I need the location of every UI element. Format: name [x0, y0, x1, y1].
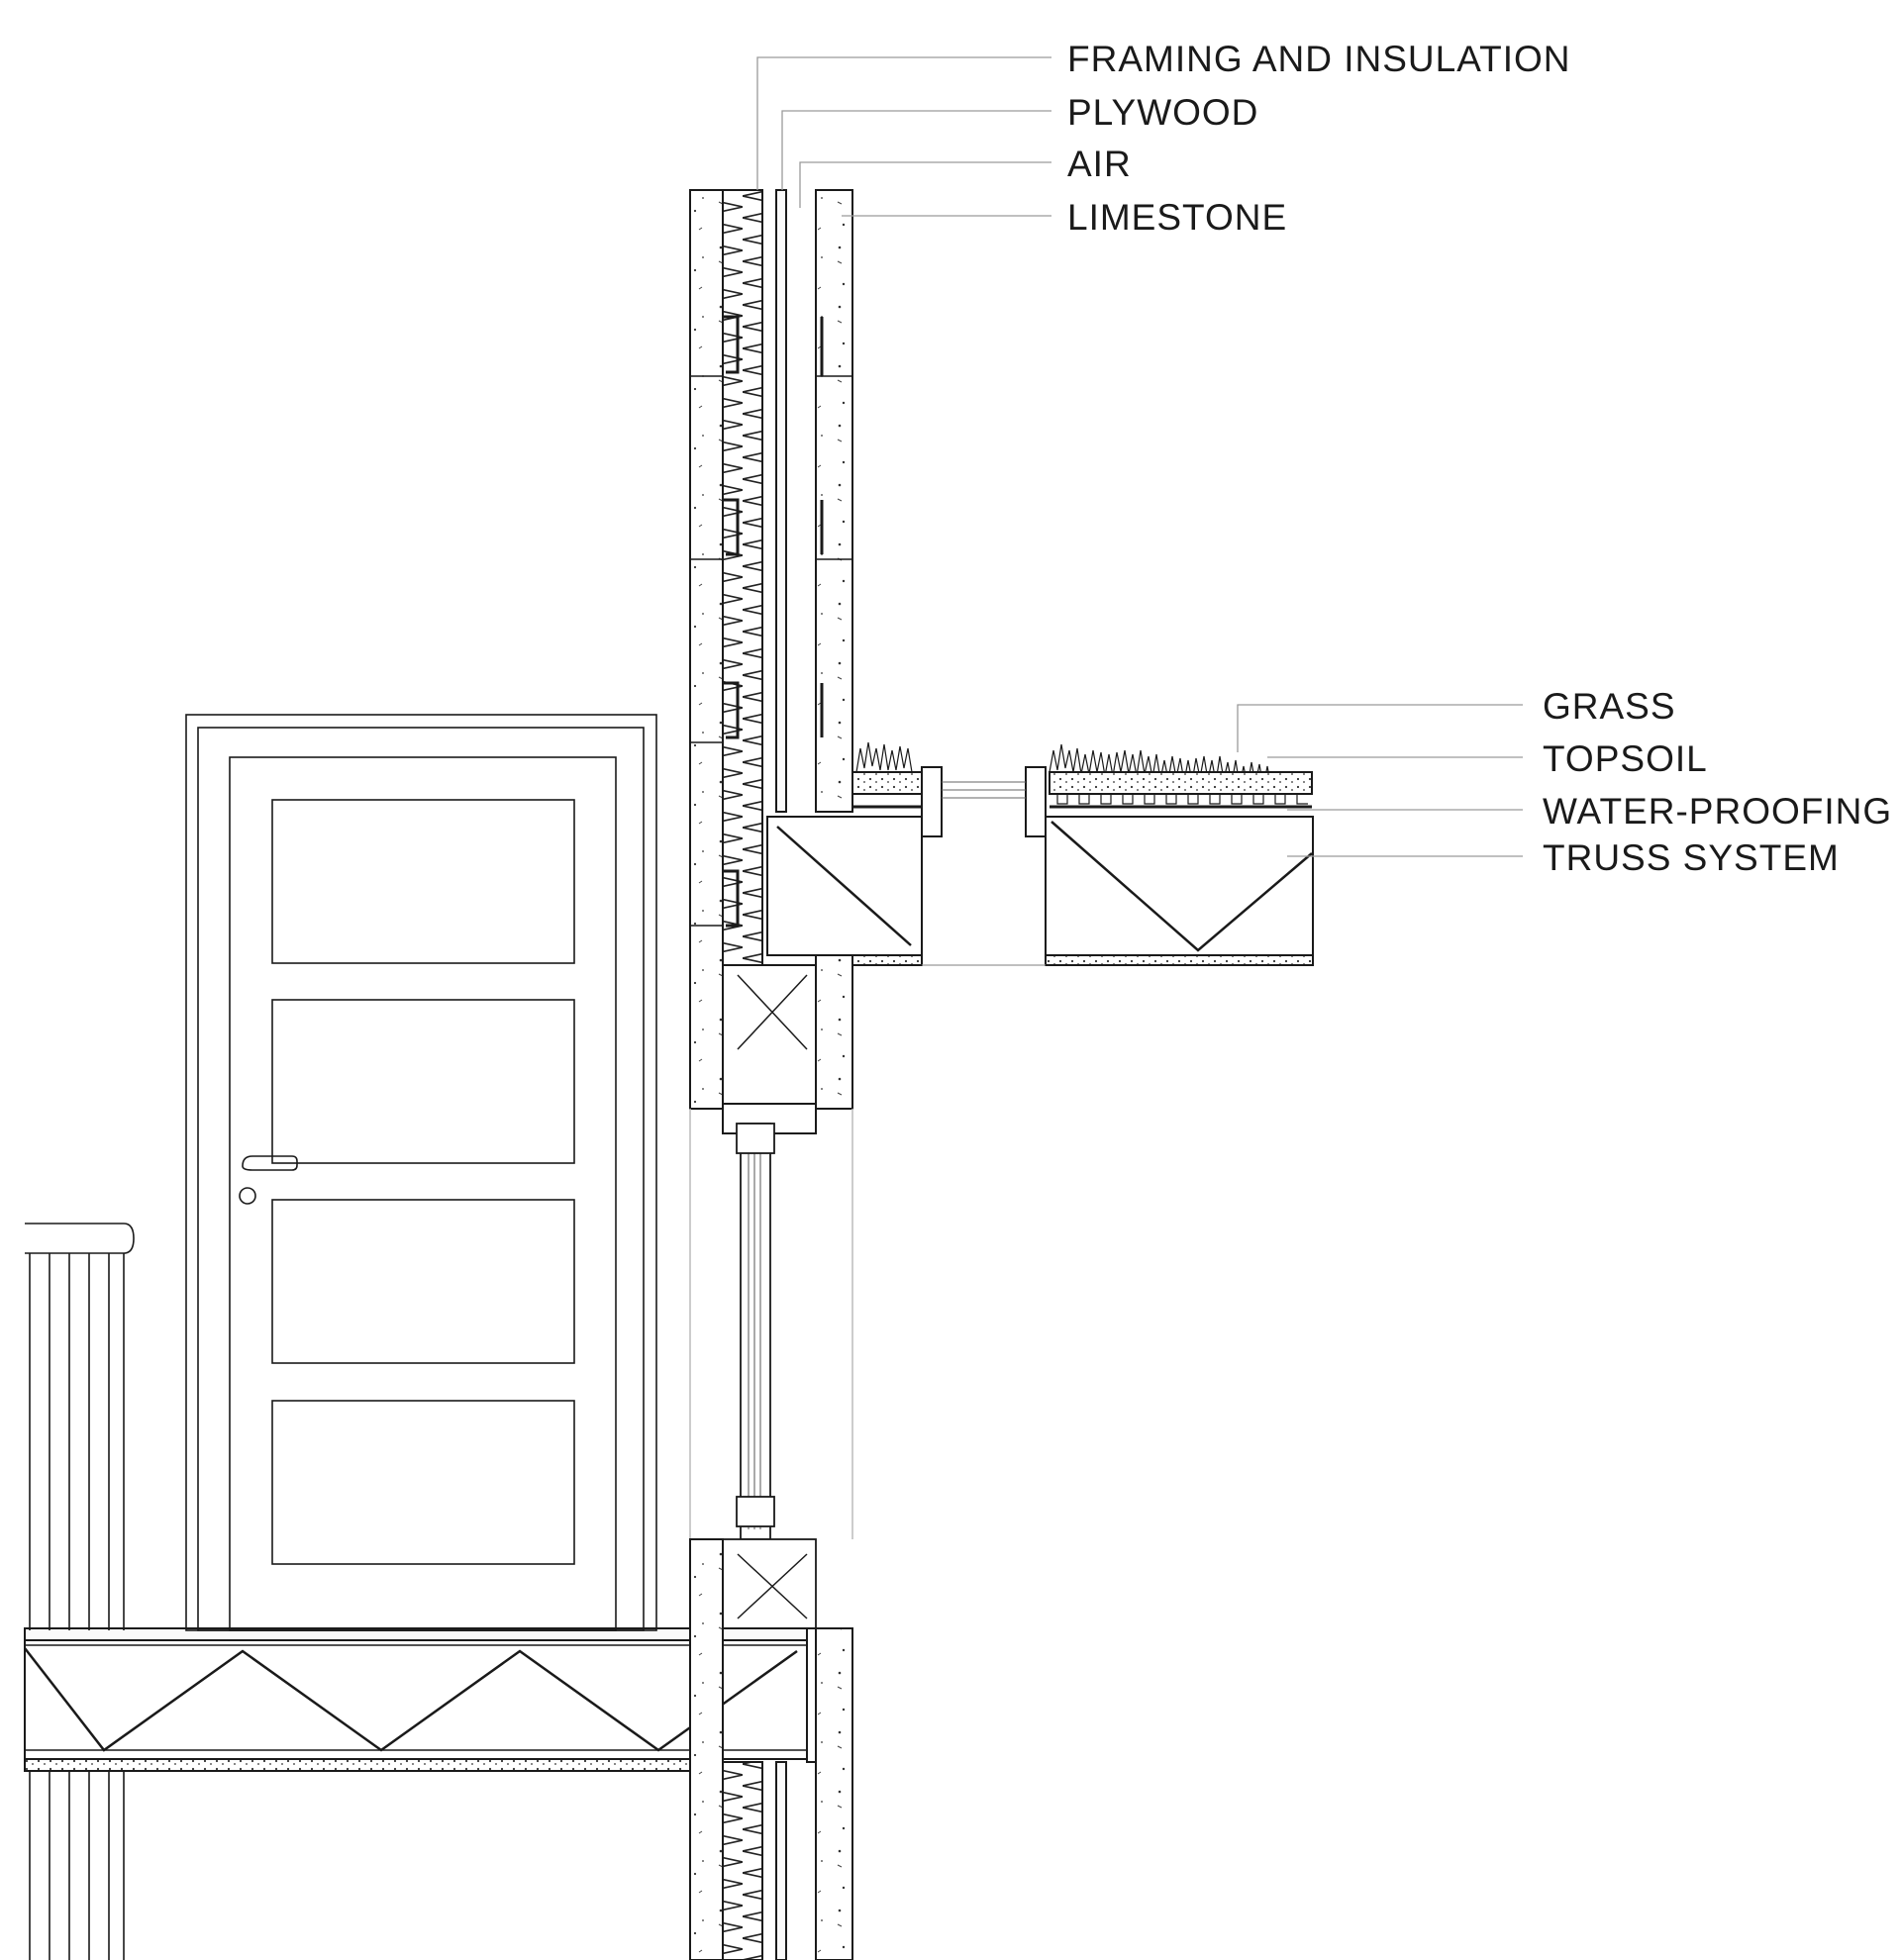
parapet-left: [922, 767, 942, 836]
stair-railing: [25, 1224, 134, 1960]
door-casing-outer: [186, 715, 656, 1630]
header-block: [723, 965, 816, 1119]
leader-grass: [1238, 705, 1523, 752]
parapet-right: [1026, 767, 1046, 836]
door-casing-inner: [198, 728, 644, 1630]
lower-insulation: [723, 1762, 762, 1960]
door-leaf: [230, 757, 616, 1630]
interior-door[interactable]: [186, 715, 656, 1630]
skylight-glass: [942, 782, 1026, 798]
leader-framing: [757, 57, 1051, 190]
label-plywood: PLYWOOD: [1067, 92, 1259, 133]
ceiling-finish: [25, 1759, 718, 1771]
grass-left: [856, 742, 912, 772]
window-frame: [741, 1124, 770, 1539]
keyhole-icon: [240, 1188, 255, 1204]
leader-plywood: [782, 111, 1051, 190]
label-limestone: LIMESTONE: [1067, 197, 1288, 238]
lower-interior-stone: [690, 1539, 723, 1960]
door-panel-3: [272, 1200, 574, 1363]
upper-wall-section: [690, 190, 852, 1133]
label-framing-insulation: FRAMING AND INSULATION: [1067, 39, 1571, 79]
topsoil-left: [852, 772, 922, 794]
door-panel-1: [272, 800, 574, 963]
topsoil-right: [1050, 772, 1312, 794]
label-waterproofing: WATER-PROOFING: [1543, 791, 1893, 832]
label-topsoil: TOPSOIL: [1543, 738, 1708, 779]
label-truss-system: TRUSS SYSTEM: [1543, 837, 1840, 878]
lower-limestone: [816, 1628, 852, 1960]
interior-stone: [690, 190, 723, 1109]
door-panel-4: [272, 1401, 574, 1564]
drainage-layer: [1050, 794, 1308, 804]
label-grass: GRASS: [1543, 686, 1676, 727]
lower-plywood: [776, 1762, 786, 1960]
label-air: AIR: [1067, 144, 1132, 184]
plywood-layer: [776, 190, 786, 812]
door-panel-2: [272, 1000, 574, 1163]
material-labels: [1067, 39, 1892, 878]
label-leader-lines: [757, 57, 1523, 856]
lower-limestone-cladding: [816, 931, 852, 1109]
